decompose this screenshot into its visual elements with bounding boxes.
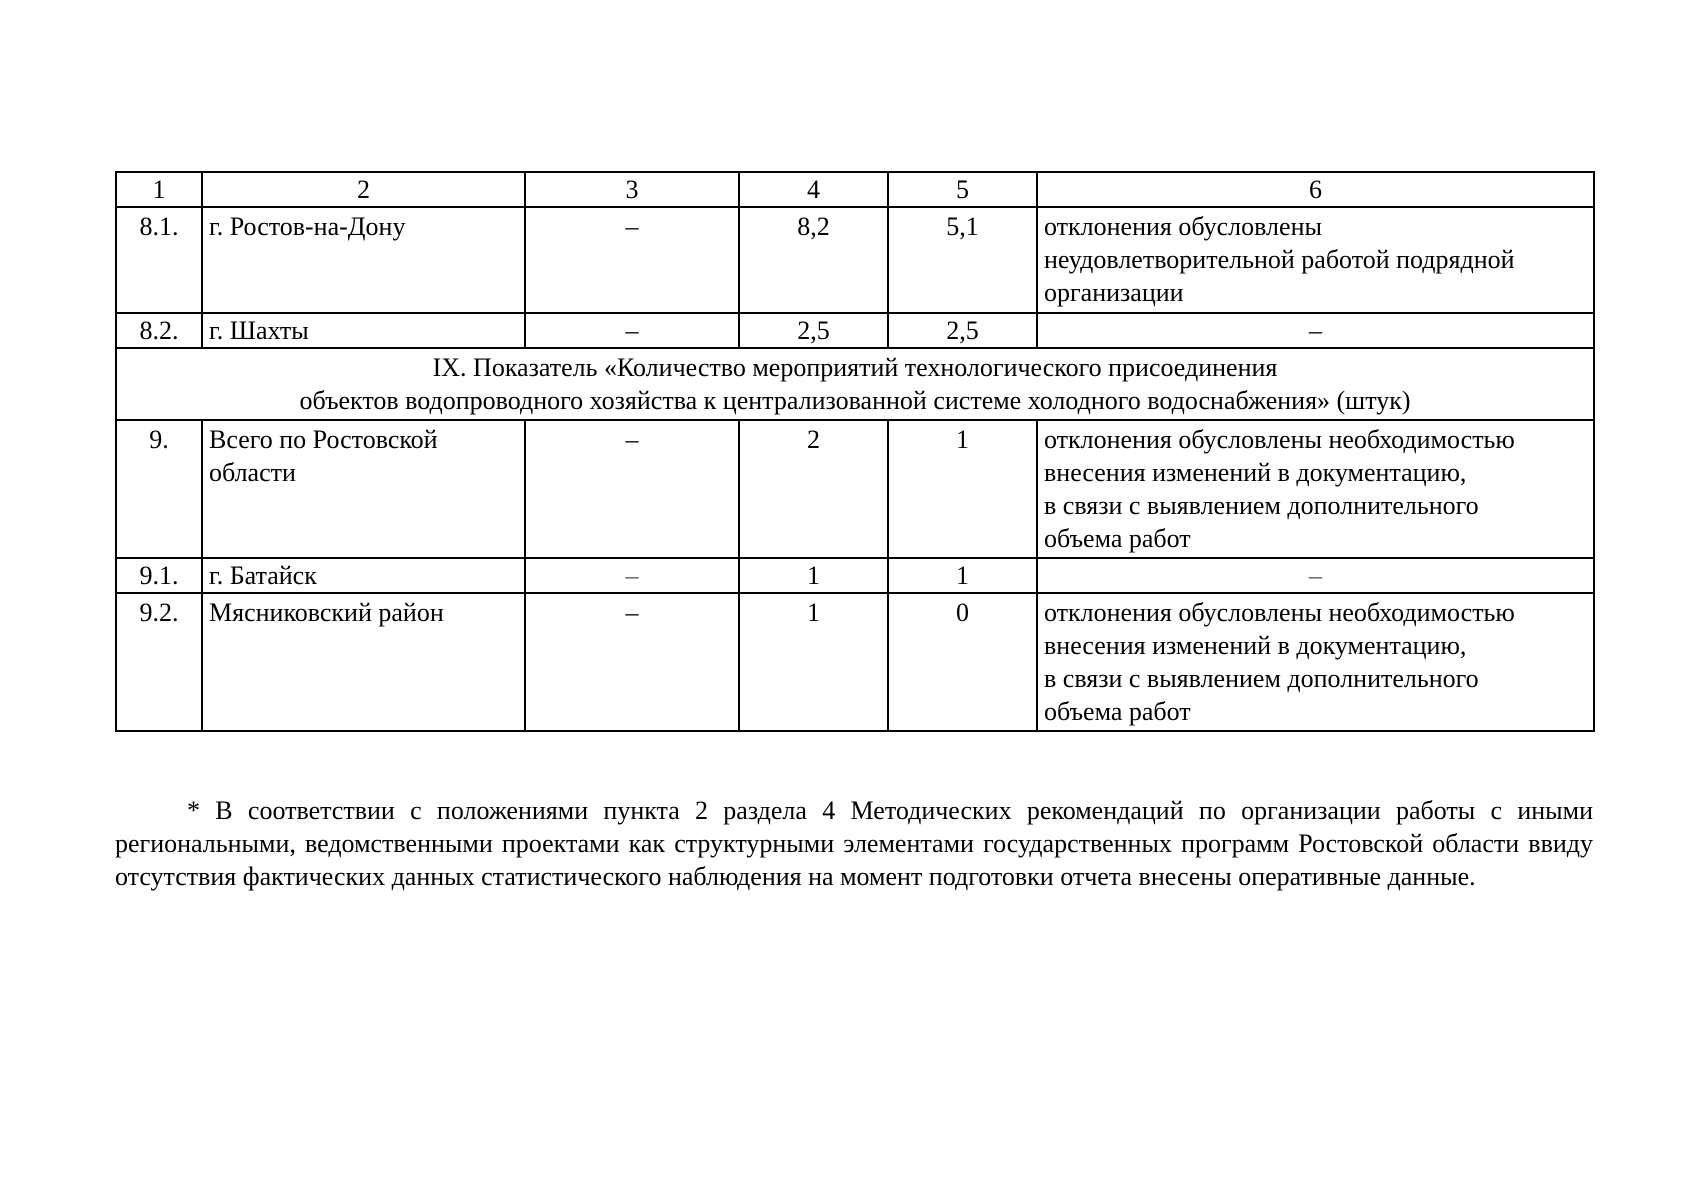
row-note-line: внесения изменений в документацию, — [1044, 458, 1467, 487]
row-name: г. Ростов-на-Дону — [202, 207, 525, 313]
row-note: – — [1037, 558, 1594, 593]
table-row — [116, 207, 1594, 313]
row-note-line: неудовлетворительной работой подрядной — [1044, 245, 1515, 274]
row-note-line: в связи с выявлением дополнительного — [1044, 491, 1479, 520]
row-value-col3: – — [525, 313, 739, 348]
row-note — [1037, 207, 1594, 313]
row-number: 8.1. — [116, 207, 202, 313]
section-heading-row — [116, 348, 1594, 420]
column-number: 4 — [739, 172, 888, 207]
row-value-col4: 1 — [739, 558, 888, 593]
row-value-col5: 1 — [888, 558, 1037, 593]
row-value-col3: – — [525, 558, 739, 593]
row-value-col4: 1 — [739, 593, 888, 731]
row-note-line: отклонения обусловлены — [1044, 212, 1322, 241]
row-note-line: внесения изменений в документацию, — [1044, 631, 1467, 660]
section-heading — [116, 348, 1594, 420]
table-row — [116, 420, 1594, 558]
report-table — [115, 171, 1595, 732]
row-note-line: объема работ — [1044, 697, 1191, 726]
column-number-row — [116, 172, 1594, 207]
row-value-col5: 1 — [888, 420, 1037, 558]
row-value-col3: – — [525, 593, 739, 731]
row-note-line: объема работ — [1044, 524, 1191, 553]
column-number: 1 — [116, 172, 202, 207]
row-value-col5: 0 — [888, 593, 1037, 731]
footnote: * В соответствии с положениями пункта 2 раздела 4 Методических рекомендаций по организации работы с иными региональными, ведомственными проектами как структурными элементами государственных программ Ростовской области ввиду отсутствия фактических данных статистического наблюдения на момент подготовки отчета внесены оперативные данные. — [115, 796, 1593, 891]
section-heading-line: объектов водопроводного хозяйства к централизованной системе холодного водоснабжения» (штук) — [299, 386, 1411, 415]
row-note — [1037, 420, 1594, 558]
row-value-col5: 2,5 — [888, 313, 1037, 348]
row-value-col5: 5,1 — [888, 207, 1037, 313]
row-name-line: области — [209, 458, 296, 487]
column-number: 5 — [888, 172, 1037, 207]
row-note — [1037, 593, 1594, 731]
table-row — [116, 313, 1594, 348]
row-note-line: отклонения обусловлены необходимостью — [1044, 425, 1515, 454]
row-name: г. Шахты — [202, 313, 525, 348]
row-note-line: организации — [1044, 278, 1184, 307]
table-row — [116, 593, 1594, 731]
column-number: 2 — [202, 172, 525, 207]
column-number: 6 — [1037, 172, 1594, 207]
row-note-line: в связи с выявлением дополнительного — [1044, 664, 1479, 693]
row-name — [202, 420, 525, 558]
row-number: 9. — [116, 420, 202, 558]
row-number: 9.2. — [116, 593, 202, 731]
row-name-line: Всего по Ростовской — [209, 425, 438, 454]
row-name: Мясниковский район — [202, 593, 525, 731]
row-value-col4: 8,2 — [739, 207, 888, 313]
row-name: г. Батайск — [202, 558, 525, 593]
row-value-col4: 2 — [739, 420, 888, 558]
row-value-col3: – — [525, 207, 739, 313]
row-number: 8.2. — [116, 313, 202, 348]
row-note: – — [1037, 313, 1594, 348]
row-note-line: отклонения обусловлены необходимостью — [1044, 598, 1515, 627]
row-value-col3: – — [525, 420, 739, 558]
table-row — [116, 558, 1594, 593]
row-number: 9.1. — [116, 558, 202, 593]
column-number: 3 — [525, 172, 739, 207]
row-value-col4: 2,5 — [739, 313, 888, 348]
section-heading-line: IX. Показатель «Количество мероприятий технологического присоединения — [432, 353, 1278, 382]
